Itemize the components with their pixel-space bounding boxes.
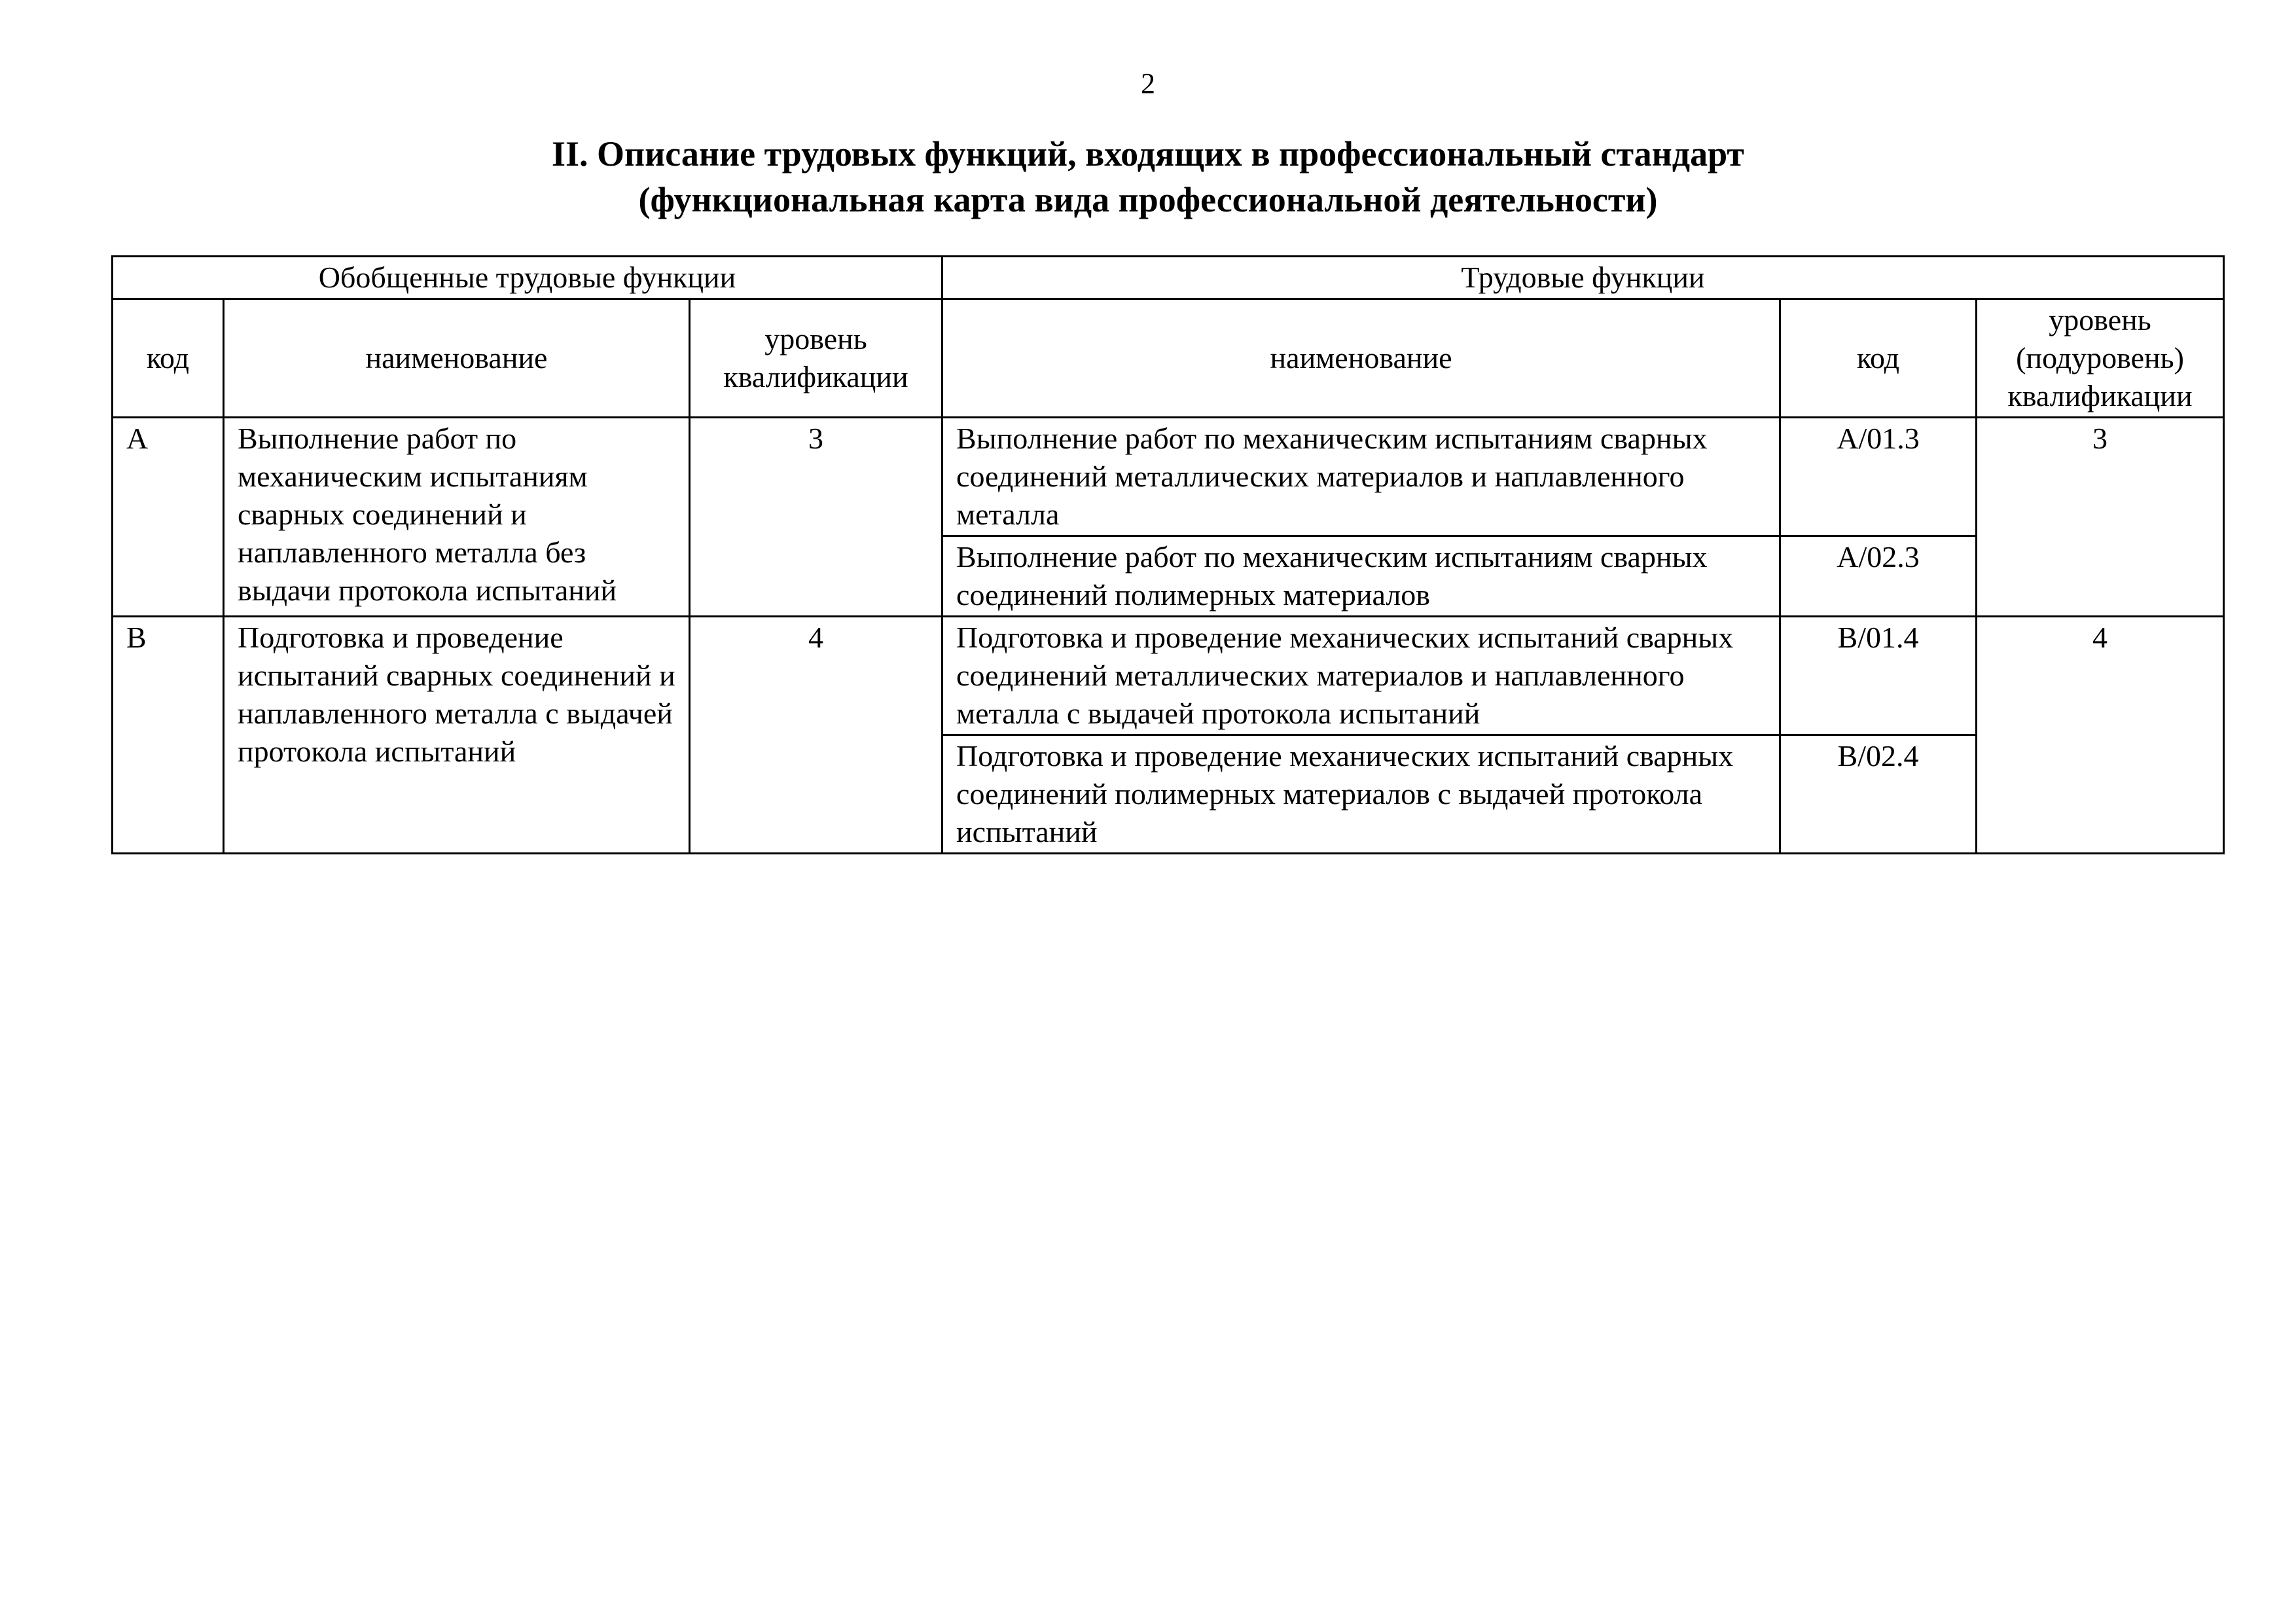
labor-function-name: Выполнение работ по механическим испытаниям сварных соединений металлических материалов и наплавленного металла (942, 418, 1780, 536)
labor-function-code: В/01.4 (1780, 617, 1977, 735)
labor-function-name: Подготовка и проведение механических испытаний сварных соединений полимерных материалов с выдачей протокола испытаний (942, 735, 1780, 854)
table-row (113, 418, 2224, 536)
gen-function-code: А (113, 418, 224, 617)
labor-function-name: Выполнение работ по механическим испытаниям сварных соединений полимерных материалов (942, 536, 1780, 617)
table-row (113, 617, 2224, 735)
generalized-functions-header: Обобщенные трудовые функции (113, 257, 942, 299)
page-number: 2 (1141, 67, 1155, 100)
labor-function-code: А/01.3 (1780, 418, 1977, 536)
col-header-gen-level: уровень квалификации (690, 299, 942, 418)
functional-map-table (111, 255, 2225, 854)
col-header-gen-name: наименование (224, 299, 690, 418)
gen-function-level: 3 (690, 418, 942, 617)
col-header-gen-code: код (113, 299, 224, 418)
group-header-row (113, 257, 2224, 299)
labor-function-level: 3 (1977, 418, 2224, 617)
col-header-fn-name: наименование (942, 299, 1780, 418)
page-title (0, 131, 2296, 223)
labor-function-code: В/02.4 (1780, 735, 1977, 854)
labor-function-name: Подготовка и проведение механических испытаний сварных соединений металлических материалов и наплавленного металла с выдачей протокола испытаний (942, 617, 1780, 735)
labor-function-level: 4 (1977, 617, 2224, 854)
gen-function-name: Выполнение работ по механическим испытаниям сварных соединений и наплавленного металла без выдачи протокола испытаний (224, 418, 690, 617)
col-header-fn-code: код (1780, 299, 1977, 418)
labor-function-code: А/02.3 (1780, 536, 1977, 617)
gen-function-code: В (113, 617, 224, 854)
title-line-1: II. Описание трудовых функций, входящих в профессиональный стандарт (552, 134, 1744, 173)
labor-functions-header: Трудовые функции (942, 257, 2224, 299)
gen-function-level: 4 (690, 617, 942, 854)
title-line-2: (функциональная карта вида профессиональной деятельности) (638, 180, 1658, 219)
col-header-fn-level: уровень (подуровень) квалификации (1977, 299, 2224, 418)
gen-function-name: Подготовка и проведение испытаний сварных соединений и наплавленного металла с выдачей протокола испытаний (224, 617, 690, 854)
column-header-row (113, 299, 2224, 418)
